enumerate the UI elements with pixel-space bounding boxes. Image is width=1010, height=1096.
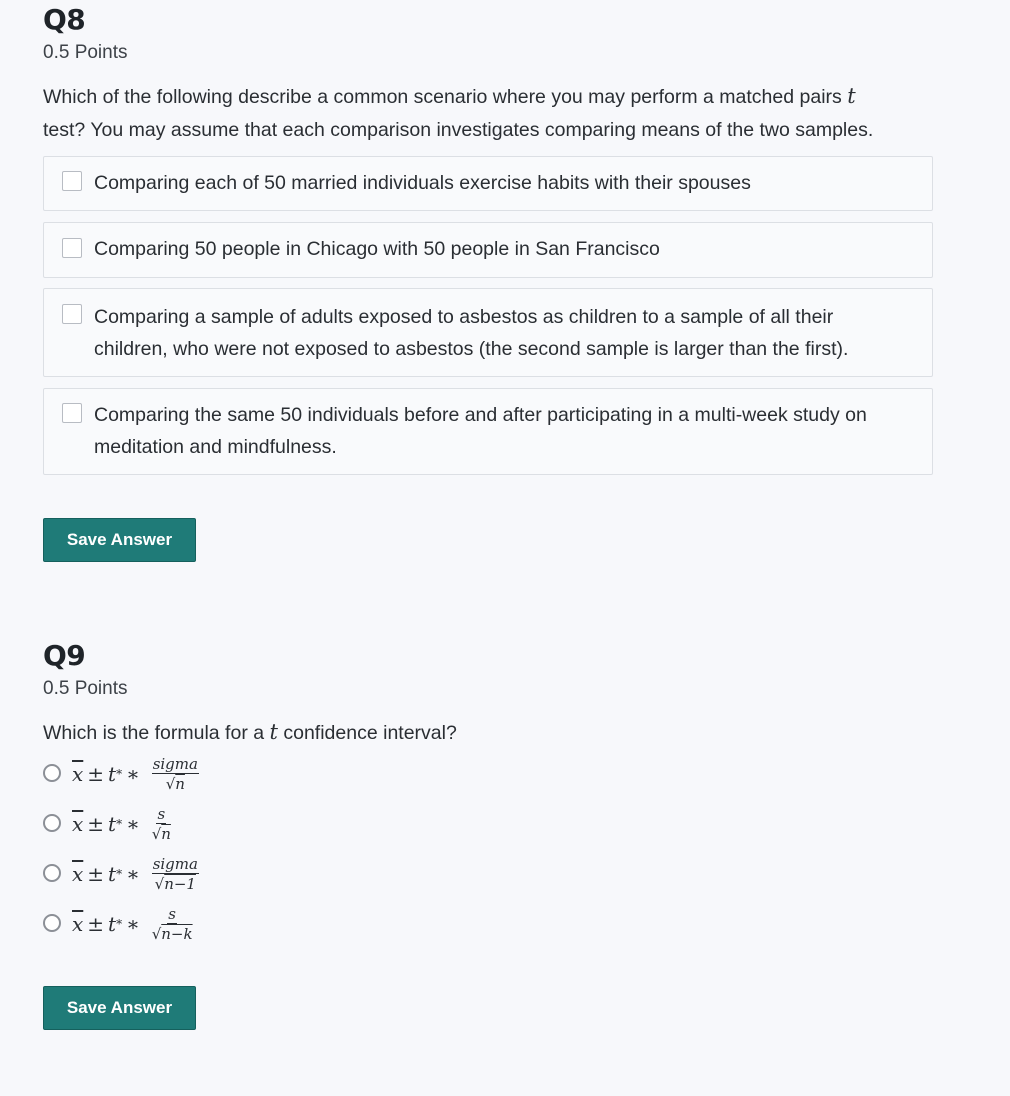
radio-button[interactable] [43,864,61,882]
prompt-text-cont: test? You may assume that each comparison investigates comparing means of the two samples. [43,119,874,141]
formula-fraction [152,856,199,892]
formula-t: t [108,862,117,886]
checkbox[interactable] [62,304,82,324]
radio-option[interactable] [43,804,343,844]
question-q8 [43,4,935,564]
formula [72,854,199,894]
radio-option[interactable] [43,854,343,894]
sqrt-icon: √ [151,825,162,843]
sqrt-icon: √ [151,925,162,943]
formula-denominator: √n [151,825,171,843]
sqrt-icon: √ [165,775,176,793]
formula-star: * [116,767,123,781]
formula-times: ∗ [126,912,140,936]
formula-t: t [108,812,117,836]
formula-denominator: √n−1 [154,875,196,893]
formula-star: * [116,817,123,831]
option-label: Comparing the same 50 individuals before and after participating in a multi-week study on meditation and mindfulness. [94,404,867,458]
radio-button[interactable] [43,814,61,832]
formula-t: t [108,762,117,786]
checkbox-option[interactable] [43,388,933,475]
formula-fraction [152,806,171,842]
radio-button[interactable] [43,764,61,782]
formula-times: ∗ [126,812,140,836]
formula-numerator: s [168,905,176,923]
option-label: Comparing a sample of adults exposed to asbestos as children to a sample of all their children, who were not exposed to asbestos (the second sample is larger than the first). [94,306,849,360]
formula [72,804,171,844]
formula-xbar: $\overline{x}$ [72,912,84,936]
checkbox-option[interactable] [43,222,933,278]
question-q9 [43,640,935,1040]
formula-pm: ± [87,812,105,836]
prompt-text: Which of the following describe a common scenario where you may perform a matched pairs [43,86,848,108]
checkbox-option[interactable] [43,156,933,211]
radio-button[interactable] [43,914,61,932]
formula-numerator: s [157,805,166,823]
formula-pm: ± [87,762,105,786]
question-title: Q9 [43,639,86,672]
formula-numerator: sigma [152,855,198,873]
checkbox[interactable] [62,403,82,423]
formula-star: * [116,917,123,931]
question-prompt [43,80,943,147]
question-points: 0.5 Points [43,678,128,699]
prompt-text-cont: confidence interval? [277,722,457,744]
save-answer-button[interactable]: Save Answer [43,986,196,1030]
checkbox[interactable] [62,238,82,258]
formula-xbar: $\overline{x}$ [72,812,84,836]
option-label: Comparing each of 50 married individuals exercise habits with their spouses [94,172,751,194]
formula-pm: ± [87,912,105,936]
option-label: Comparing 50 people in Chicago with 50 people in San Francisco [94,238,660,260]
question-points: 0.5 Points [43,42,128,63]
checkbox-option[interactable] [43,288,933,377]
prompt-math-var: t [269,720,278,744]
formula-times: ∗ [126,862,140,886]
checkbox[interactable] [62,171,82,191]
formula-fraction [152,906,193,942]
question-title: Q8 [43,3,86,36]
formula [72,754,199,794]
radio-option[interactable] [43,904,343,944]
formula-xbar: $\overline{x}$ [72,762,84,786]
formula-denominator: √n [165,775,185,793]
formula-t: t [108,912,117,936]
formula-fraction [152,756,199,792]
formula-xbar: $\overline{x}$ [72,862,84,886]
prompt-math-var: t [847,84,856,108]
formula-denominator: √n−k [151,925,193,943]
save-answer-button[interactable]: Save Answer [43,518,196,562]
formula-numerator: sigma [152,755,198,773]
radio-option[interactable] [43,754,343,794]
formula-pm: ± [87,862,105,886]
prompt-text: Which is the formula for a [43,722,270,744]
formula-star: * [116,867,123,881]
formula [72,904,193,944]
formula-times: ∗ [126,762,140,786]
sqrt-icon: √ [154,875,165,893]
question-prompt [43,716,457,750]
